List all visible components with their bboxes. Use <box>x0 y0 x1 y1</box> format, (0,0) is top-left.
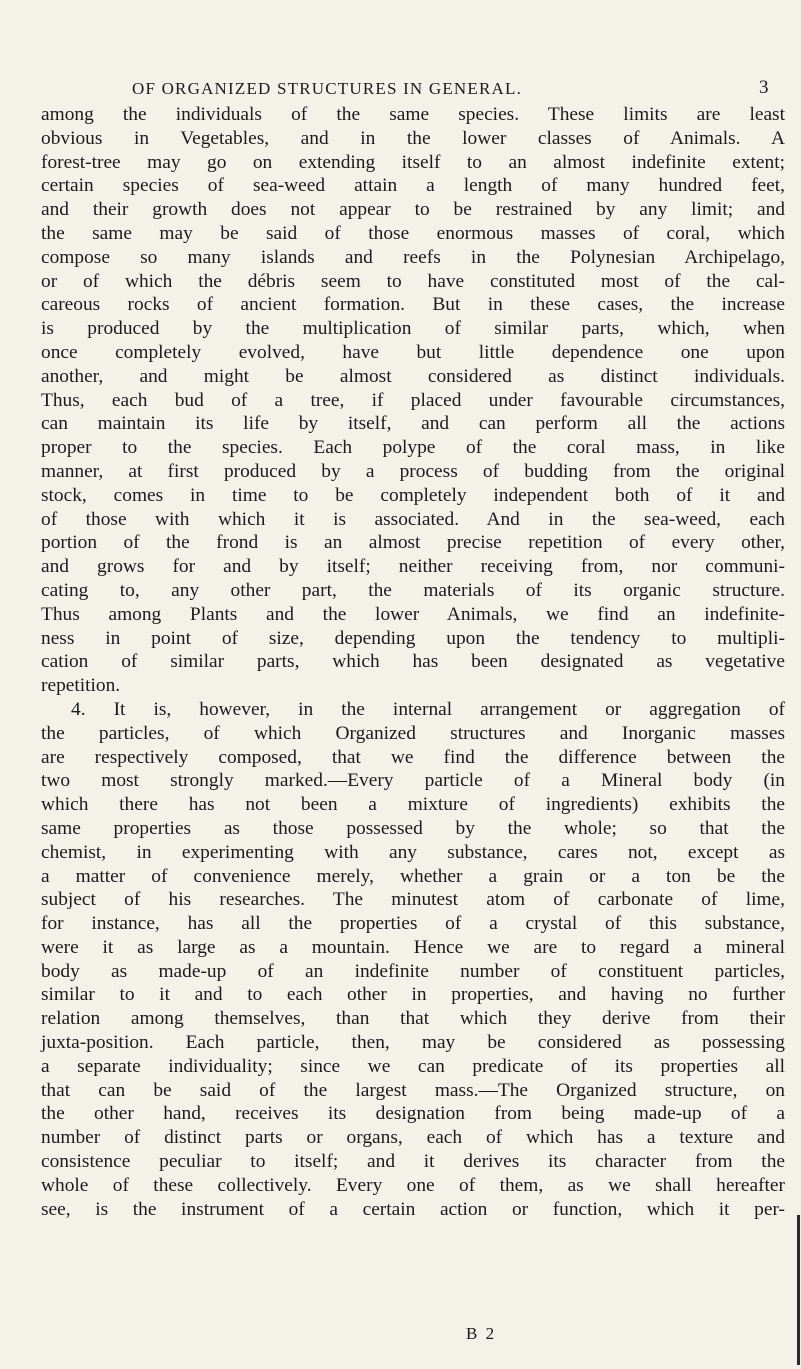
text-line: number of distinct parts or organs, each of which has a texture and <box>41 1127 785 1149</box>
text-line: Thus, each bud of a tree, if placed under favourable circumstances, <box>41 389 785 411</box>
text-line: whole of these collectively. Every one of them, as we shall hereafter <box>41 1174 785 1196</box>
text-line: were it as large as a mountain. Hence we are to regard a mineral <box>41 936 785 958</box>
text-line: compose so many islands and reefs in the Polynesian Archipelago, <box>41 246 785 268</box>
text-line: or of which the débris seem to have constituted most of the cal- <box>41 270 785 292</box>
text-line: Thus among Plants and the lower Animals, we find an indefinite- <box>41 603 785 625</box>
text-line: portion of the frond is an almost precise repetition of every other, <box>41 532 785 554</box>
text-line: which there has not been a mixture of ingredients) exhibits the <box>41 794 785 816</box>
text-line: once completely evolved, have but little dependence one upon <box>41 341 785 363</box>
text-line: the same may be said of those enormous masses of coral, which <box>41 222 785 244</box>
text-line: a separate individuality; since we can predicate of its properties all <box>41 1055 785 1077</box>
text-line: manner, at first produced by a process of budding from the original <box>41 460 785 482</box>
text-line: among the individuals of the same species. These limits are least <box>41 104 785 125</box>
page-number: 3 <box>759 77 769 98</box>
text-line: careous rocks of ancient formation. But in these cases, the increase <box>41 294 785 316</box>
text-line: and their growth does not appear to be restrained by any limit; and <box>41 199 785 221</box>
text-line: certain species of sea-weed attain a length of many hundred feet, <box>41 175 785 197</box>
text-line: relation among themselves, than that which they derive from their <box>41 1008 785 1030</box>
text-line: and grows for and by itself; neither receiving from, nor communi- <box>41 556 785 578</box>
text-line: proper to the species. Each polype of the coral mass, in like <box>41 437 785 459</box>
text-line: can maintain its life by itself, and can perform all the actions <box>41 413 785 435</box>
text-line: stock, comes in time to be completely independent both of it and <box>41 484 785 506</box>
text-line: obvious in Vegetables, and in the lower classes of Animals. A <box>41 127 785 149</box>
text-line: chemist, in experimenting with any substance, cares not, except as <box>41 841 785 863</box>
paragraph-end-line: repetition. <box>41 675 121 697</box>
text-line: that can be said of the largest mass.—The Organized structure, on <box>41 1079 785 1101</box>
text-line: similar to it and to each other in properties, and having no further <box>41 984 785 1006</box>
text-line: cating to, any other part, the materials of its organic structure. <box>41 579 785 601</box>
text-line: the other hand, receives its designation from being made-up of a <box>41 1103 785 1125</box>
text-line: is produced by the multiplication of similar parts, which, when <box>41 318 785 340</box>
running-head: OF ORGANIZED STRUCTURES IN GENERAL. <box>132 79 523 98</box>
text-line: forest-tree may go on extending itself to an almost indefinite extent; <box>41 151 785 173</box>
text-line: ness in point of size, depending upon the tendency to multipli- <box>41 627 785 649</box>
text-line: are respectively composed, that we find the difference between the <box>41 746 785 768</box>
text-line: of those with which it is associated. And in the sea-weed, each <box>41 508 785 530</box>
paragraph-start-line: 4. It is, however, in the internal arrangement or aggregation of <box>71 698 785 720</box>
text-line: the particles, of which Organized structures and Inorganic masses <box>41 722 785 744</box>
text-line: a matter of convenience merely, whether a grain or a ton be the <box>41 865 785 887</box>
signature-mark: B 2 <box>466 1324 497 1343</box>
body-text <box>41 103 785 1221</box>
text-line: same properties as those possessed by the whole; so that the <box>41 817 785 839</box>
text-line: consistence peculiar to itself; and it derives its character from the <box>41 1151 785 1173</box>
text-line: two most strongly marked.—Every particle of a Mineral body (in <box>41 770 785 792</box>
text-line: subject of his researches. The minutest atom of carbonate of lime, <box>41 889 785 911</box>
text-line: for instance, has all the properties of a crystal of this substance, <box>41 913 785 935</box>
text-line: cation of similar parts, which has been designated as vegetative <box>41 651 785 673</box>
text-line: juxta-position. Each particle, then, may be considered as possessing <box>41 1032 785 1054</box>
text-line: see, is the instrument of a certain action or function, which it per- <box>41 1198 785 1220</box>
text-line: body as made-up of an indefinite number of constituent particles, <box>41 960 785 982</box>
text-line: another, and might be almost considered as distinct individuals. <box>41 365 785 387</box>
page-edge-shadow <box>797 1215 800 1365</box>
